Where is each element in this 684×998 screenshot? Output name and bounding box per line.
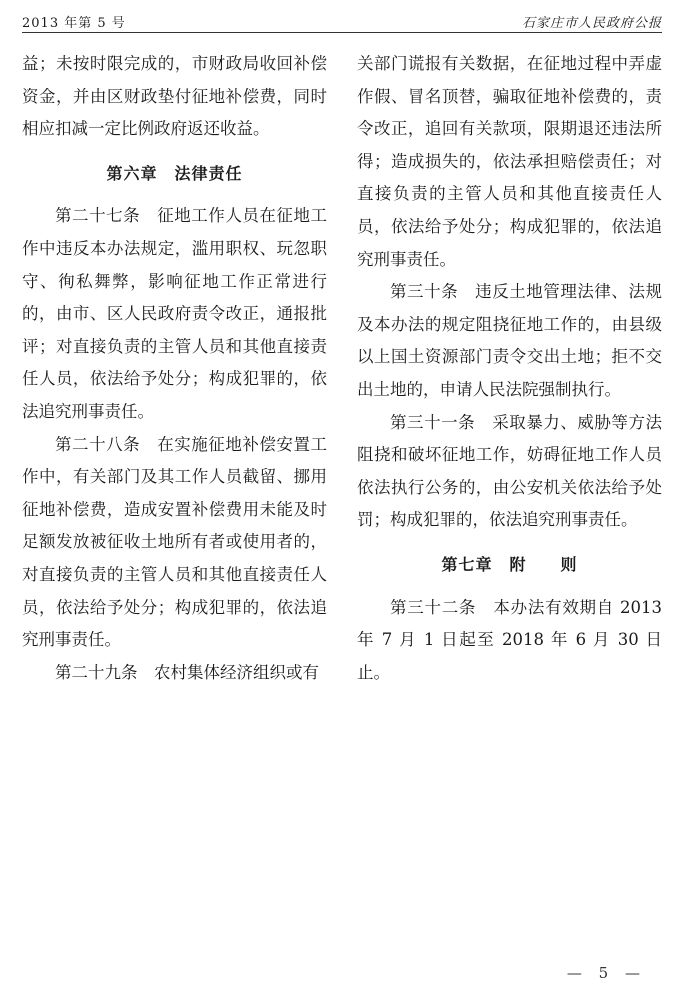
left-column (22, 48, 327, 689)
issue-label: 2013 年第 5 号 (22, 16, 126, 31)
article-29-start: 第二十九条 农村集体经济组织或有 (55, 662, 319, 682)
page-number: — 5 — (566, 964, 646, 982)
article-32: 第三十二条 本办法有效期自 2013 年 7 月 1 日起至 2018 年 6 月 30 日止。 (357, 597, 662, 682)
running-header (22, 6, 662, 30)
right-column (357, 48, 662, 689)
article-29-continued: 关部门谎报有关数据，在征地过程中弄虚作假、冒名顶替，骗取征地补偿费的，责令改正，追回有关款项，限期退还违法所得；造成损失的，依法承担赔偿责任；对直接负责的主管人员和其他直接责任人员，依法给予处分；构成犯罪的，依法追究刑事责任。 (357, 54, 662, 269)
publication-title: 石家庄市人民政府公报 (521, 16, 662, 31)
header-divider (22, 32, 662, 33)
paragraph-continued: 益；未按时限完成的，市财政局收回补偿资金，并由区财政垫付征地补偿费，同时相应扣减一定比例政府返还收益。 (22, 54, 327, 139)
article-27: 第二十七条 征地工作人员在征地工作中违反本办法规定，滥用职权、玩忽职守、徇私舞弊，影响征地工作正常进行的，由市、区人民政府责令改正，通报批评；对直接负责的主管人员和其他直接责任人员，依法给予处分；构成犯罪的，依法追究刑事责任。 (22, 206, 327, 421)
article-31: 第三十一条 采取暴力、威胁等方法阻挠和破坏征地工作，妨碍征地工作人员依法执行公务的，由公安机关依法给予处罚；构成犯罪的，依法追究刑事责任。 (357, 412, 662, 530)
chapter-heading-6: 第六章 法律责任 (106, 163, 243, 183)
article-28: 第二十八条 在实施征地补偿安置工作中，有关部门及其工作人员截留、挪用征地补偿费，造成安置补偿费用未能及时足额发放被征收土地所有者或使用者的，对直接负责的主管人员和其他直接责任人员，依法给予处分；构成犯罪的，依法追究刑事责任。 (22, 434, 327, 650)
article-30: 第三十条 违反土地管理法律、法规及本办法的规定阻挠征地工作的，由县级以上国土资源部门责令交出土地；拒不交出土地的，申请人民法院强制执行。 (357, 282, 662, 399)
chapter-heading-7: 第七章 附 则 (441, 554, 578, 574)
